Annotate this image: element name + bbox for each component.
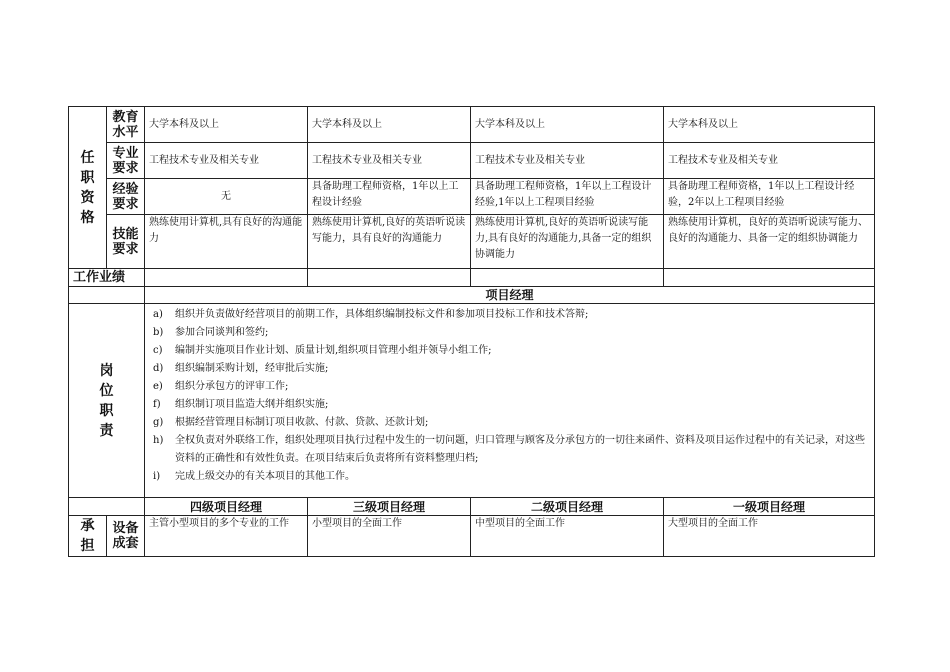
list-item: i) 完成上级交办的有关本项目的其他工作。 <box>153 471 355 482</box>
level-header: 三级项目经理 <box>308 498 471 516</box>
cell: 无 <box>145 179 308 215</box>
duties-category: 岗 位 职 责 <box>69 304 145 498</box>
cell <box>471 269 664 287</box>
list-item: d) 组织编制采购计划，经审批后实施; <box>153 363 329 374</box>
cell: 大学本科及以上 <box>308 107 471 143</box>
cell: 大学本科及以上 <box>471 107 664 143</box>
cell: 具备助理工程师资格，1年以上工程设计经验 <box>308 179 471 215</box>
cell: 大学本科及以上 <box>664 107 875 143</box>
cell: 熟练使用计算机,良好的英语听说读写能力,具有良好的沟通能力,具备一定的组织协调能力 <box>471 215 664 269</box>
cell: 大学本科及以上 <box>145 107 308 143</box>
undertake-category: 承 担 <box>69 516 107 557</box>
cell <box>308 269 471 287</box>
level-header: 一级项目经理 <box>664 498 875 516</box>
job-spec-sheet <box>68 106 874 557</box>
cell: 主管小型项目的多个专业的工作 <box>145 516 308 557</box>
row-education <box>69 107 875 143</box>
cell: 工程技术专业及相关专业 <box>471 143 664 179</box>
cell: 熟练使用计算机,良好的英语听说读写能力，具有良好的沟通能力 <box>308 215 471 269</box>
row-undertake <box>69 516 875 557</box>
cell: 大型项目的全面工作 <box>664 516 875 557</box>
cell: 工程技术专业及相关专业 <box>145 143 308 179</box>
list-item: h) 全权负责对外联络工作，组织处理项目执行过程中发生的一切问题，归口管理与顾客及分承包方的一切往来函件、资料及项目运作过程中的有关记录，对这些资料的正确性和有效性负责。在项目结束后负责将所有资料整理归档; <box>153 435 865 464</box>
row-levels <box>69 498 875 516</box>
list-item: b) 参加合同谈判和签约; <box>153 327 269 338</box>
list-item: e) 组织分承包方的评审工作; <box>153 381 289 392</box>
row-performance <box>69 269 875 287</box>
label-major: 专业要求 <box>107 143 145 179</box>
cell: 熟练使用计算机,具有良好的沟通能力 <box>145 215 308 269</box>
row-position-title <box>69 287 875 304</box>
cell <box>69 498 145 516</box>
label-skills: 技能要求 <box>107 215 145 269</box>
cell <box>664 269 875 287</box>
performance-label: 工作业绩 <box>69 269 145 287</box>
cell: 具备助理工程师资格，1年以上工程设计经验，2年以上工程项目经验 <box>664 179 875 215</box>
position-title: 项目经理 <box>145 287 875 304</box>
qualifications-category: 任 职 资 格 <box>69 107 107 269</box>
cell <box>145 269 308 287</box>
cell: 工程技术专业及相关专业 <box>308 143 471 179</box>
cell: 工程技术专业及相关专业 <box>664 143 875 179</box>
label-education: 教育水平 <box>107 107 145 143</box>
row-skills <box>69 215 875 269</box>
list-item: g) 根据经营管理目标制订项目收款、付款、贷款、还款计划; <box>153 417 429 428</box>
cell: 熟练使用计算机，良好的英语听说读写能力、良好的沟通能力、具备一定的组织协调能力 <box>664 215 875 269</box>
list-item: a) 组织并负责做好经营项目的前期工作，具体组织编制投标文件和参加项目投标工作和技术答辩; <box>153 309 589 320</box>
label-experience: 经验要求 <box>107 179 145 215</box>
list-item: f) 组织制订项目监造大纲并组织实施; <box>153 399 329 410</box>
undertake-row-label: 设备成套 <box>107 516 145 557</box>
cell <box>69 287 145 304</box>
cell: 中型项目的全面工作 <box>471 516 664 557</box>
list-item: c) 编制并实施项目作业计划、质量计划,组织项目管理小组并领导小组工作; <box>153 345 492 356</box>
job-spec-table <box>68 106 875 557</box>
cell: 具备助理工程师资格，1年以上工程设计经验,1年以上工程项目经验 <box>471 179 664 215</box>
row-experience <box>69 179 875 215</box>
level-header: 二级项目经理 <box>471 498 664 516</box>
level-header: 四级项目经理 <box>145 498 308 516</box>
row-duties <box>69 304 875 498</box>
duties-list <box>145 304 875 498</box>
cell: 小型项目的全面工作 <box>308 516 471 557</box>
row-major <box>69 143 875 179</box>
